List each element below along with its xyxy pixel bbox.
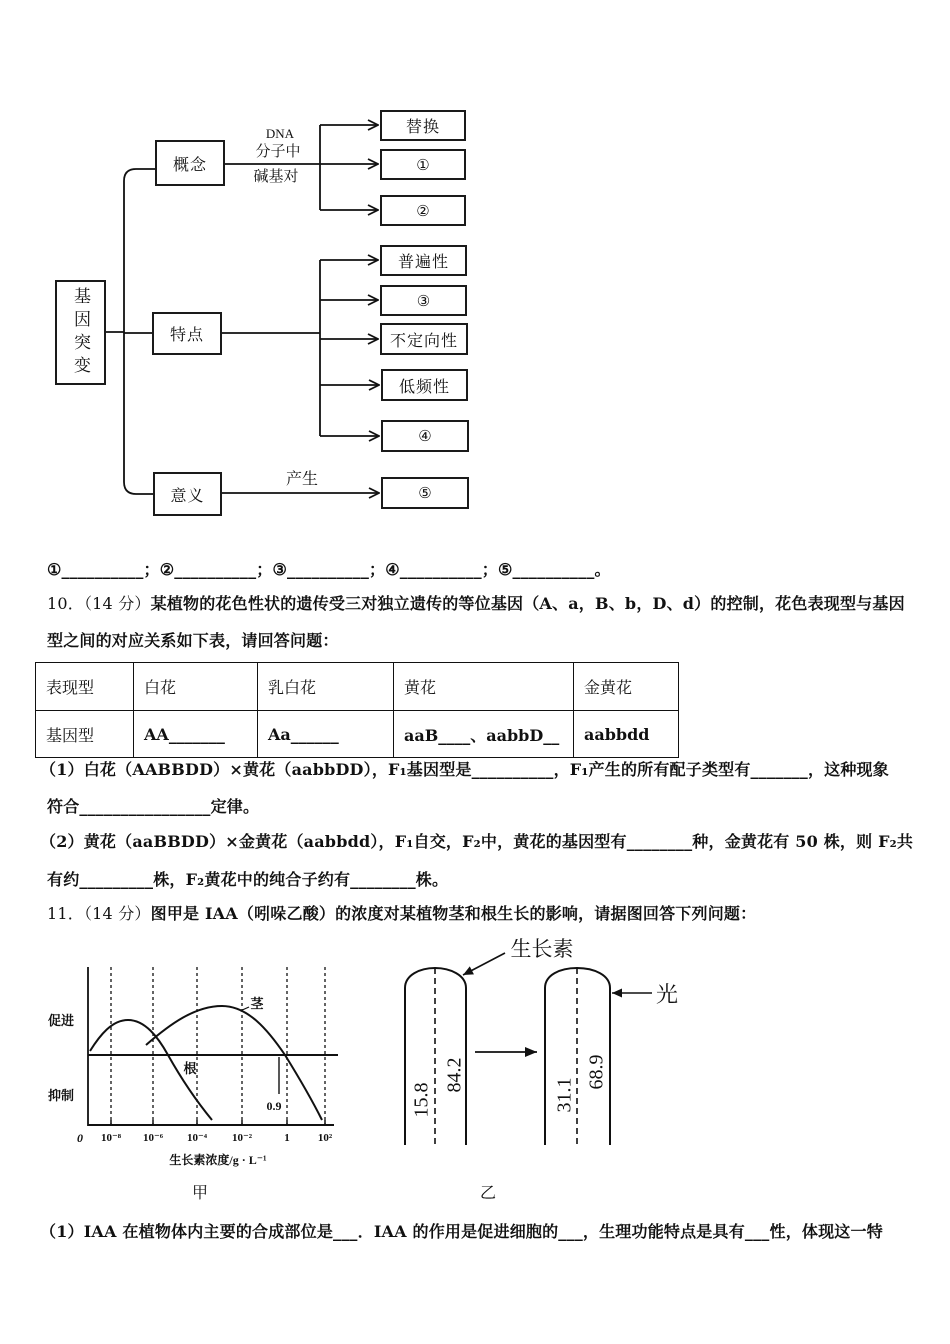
significance-box: 意义	[153, 472, 222, 516]
feature-item-blank-3: ③	[380, 285, 467, 316]
q10-stem-text: 某植物的花色性状的遗传受三对独立遗传的等位基因（A、a，B、b，D、d）的控制，花色表现型与基因	[150, 594, 905, 613]
after-left-value: 31.1	[553, 1077, 576, 1113]
table-header-row	[36, 663, 679, 711]
q10-sub1-line2: 符合________________定律。	[47, 797, 260, 816]
stem-curve-label: 茎	[250, 996, 264, 1011]
q10-score: （14 分）	[83, 594, 151, 613]
y-label-promote: 促进	[47, 1013, 75, 1028]
q10-sub2-line2: 有约_________株，F₂黄花中的纯合子约有________株。	[47, 870, 449, 889]
concept-arrow-label-molecule: 分子中	[255, 144, 301, 160]
table-cell: Aa______	[258, 711, 394, 758]
q10-stem-line2: 型之间的对应关系如下表，请回答问题：	[47, 631, 339, 650]
feature-item-nondirectional: 不定向性	[380, 323, 468, 355]
before-right-value: 84.2	[443, 1057, 466, 1093]
auxin-pointer-arrow	[463, 953, 505, 975]
table-header-cell: 乳白花	[258, 663, 394, 711]
features-box: 特点	[152, 312, 222, 355]
q11-sub1-line: （1）IAA 在植物体内主要的合成部位是___．IAA 的作用是促进细胞的___，生理功能特点是具有___性，体现这一特	[40, 1222, 883, 1241]
x-tick-label: 10⁻⁸	[100, 1132, 122, 1144]
concept-item-blank-2: ②	[380, 195, 466, 226]
y-label-inhibit: 抑制	[47, 1088, 75, 1103]
significance-arrow-label: 产生	[285, 471, 318, 488]
q9-answer-blanks: ①__________；②__________；③__________；④__________；⑤__________。	[47, 560, 611, 579]
concept-arrow-label-dna: DNA	[265, 126, 295, 141]
q10-stem-line1	[47, 593, 905, 615]
root-curve-label: 根	[183, 1061, 197, 1076]
q10-number: 10．	[47, 594, 84, 613]
table-row	[36, 711, 679, 758]
main-bracket-line	[124, 169, 155, 494]
root-box-gene-mutation	[55, 280, 106, 385]
figure-yi-coleoptiles	[390, 925, 700, 1160]
before-left-value: 15.8	[410, 1082, 433, 1118]
auxin-label: 生长素	[510, 937, 574, 961]
figure-jia-auxin-curves	[30, 930, 360, 1180]
table-cell: AA_______	[134, 711, 258, 758]
concept-item-substitution: 替换	[380, 110, 466, 141]
x-tick-label: 10⁻⁶	[142, 1132, 164, 1144]
table-header-cell: 黄花	[394, 663, 574, 711]
root-label: 基因突变	[70, 286, 90, 379]
q11-number: 11．	[47, 904, 84, 923]
figure-jia-caption: 甲	[191, 1183, 208, 1202]
x-tick-label: 10⁻²	[231, 1132, 253, 1144]
feature-item-universality: 普遍性	[380, 245, 467, 276]
table-header-cell: 金黄花	[574, 663, 679, 711]
feature-item-low-frequency: 低频性	[381, 369, 468, 401]
table-header-cell: 表现型	[36, 663, 134, 711]
significance-item-blank-5: ⑤	[381, 477, 469, 509]
marker-0-9-label: 0.9	[266, 1099, 282, 1113]
x-tick-label: 10⁻⁴	[186, 1132, 208, 1144]
genotype-table	[35, 662, 679, 758]
x-axis-title: 生长素浓度/g · L⁻¹	[169, 1153, 267, 1167]
dashed-gridlines	[111, 967, 325, 1125]
q10-sub2-line1: （2）黄花（aaBBDD）×金黄花（aabbdd），F₁自交，F₂中，黄花的基因型有________种，金黄花有 50 株，则 F₂共	[40, 832, 914, 851]
q11-stem-text: 图甲是 IAA（吲哚乙酸）的浓度对某植物茎和根生长的影响，请据图回答下列问题：	[150, 904, 757, 923]
table-cell: 基因型	[36, 711, 134, 758]
x-tick-label: 1	[284, 1132, 290, 1144]
concept-item-blank-1: ①	[380, 149, 466, 180]
concept-box: 概念	[155, 140, 225, 186]
feature-item-blank-4: ④	[381, 420, 469, 452]
q11-score: （14 分）	[83, 904, 151, 923]
after-right-value: 68.9	[585, 1054, 608, 1090]
light-label: 光	[655, 982, 679, 1007]
q11-stem-line	[47, 903, 756, 925]
x-tick-label: 10²	[317, 1132, 333, 1144]
x-tick-label: 0	[77, 1131, 83, 1145]
figure-yi-caption: 乙	[479, 1183, 496, 1202]
q10-sub1-line1: （1）白花（AABBDD）×黄花（aabbDD），F₁基因型是__________，F₁产生的所有配子类型有_______，这种现象	[40, 760, 889, 779]
table-cell: aabbdd	[574, 711, 679, 758]
concept-arrow-label-base-pair: 碱基对	[253, 169, 299, 185]
table-cell: aaB____、aabbD__	[394, 711, 574, 758]
table-header-cell: 白花	[134, 663, 258, 711]
